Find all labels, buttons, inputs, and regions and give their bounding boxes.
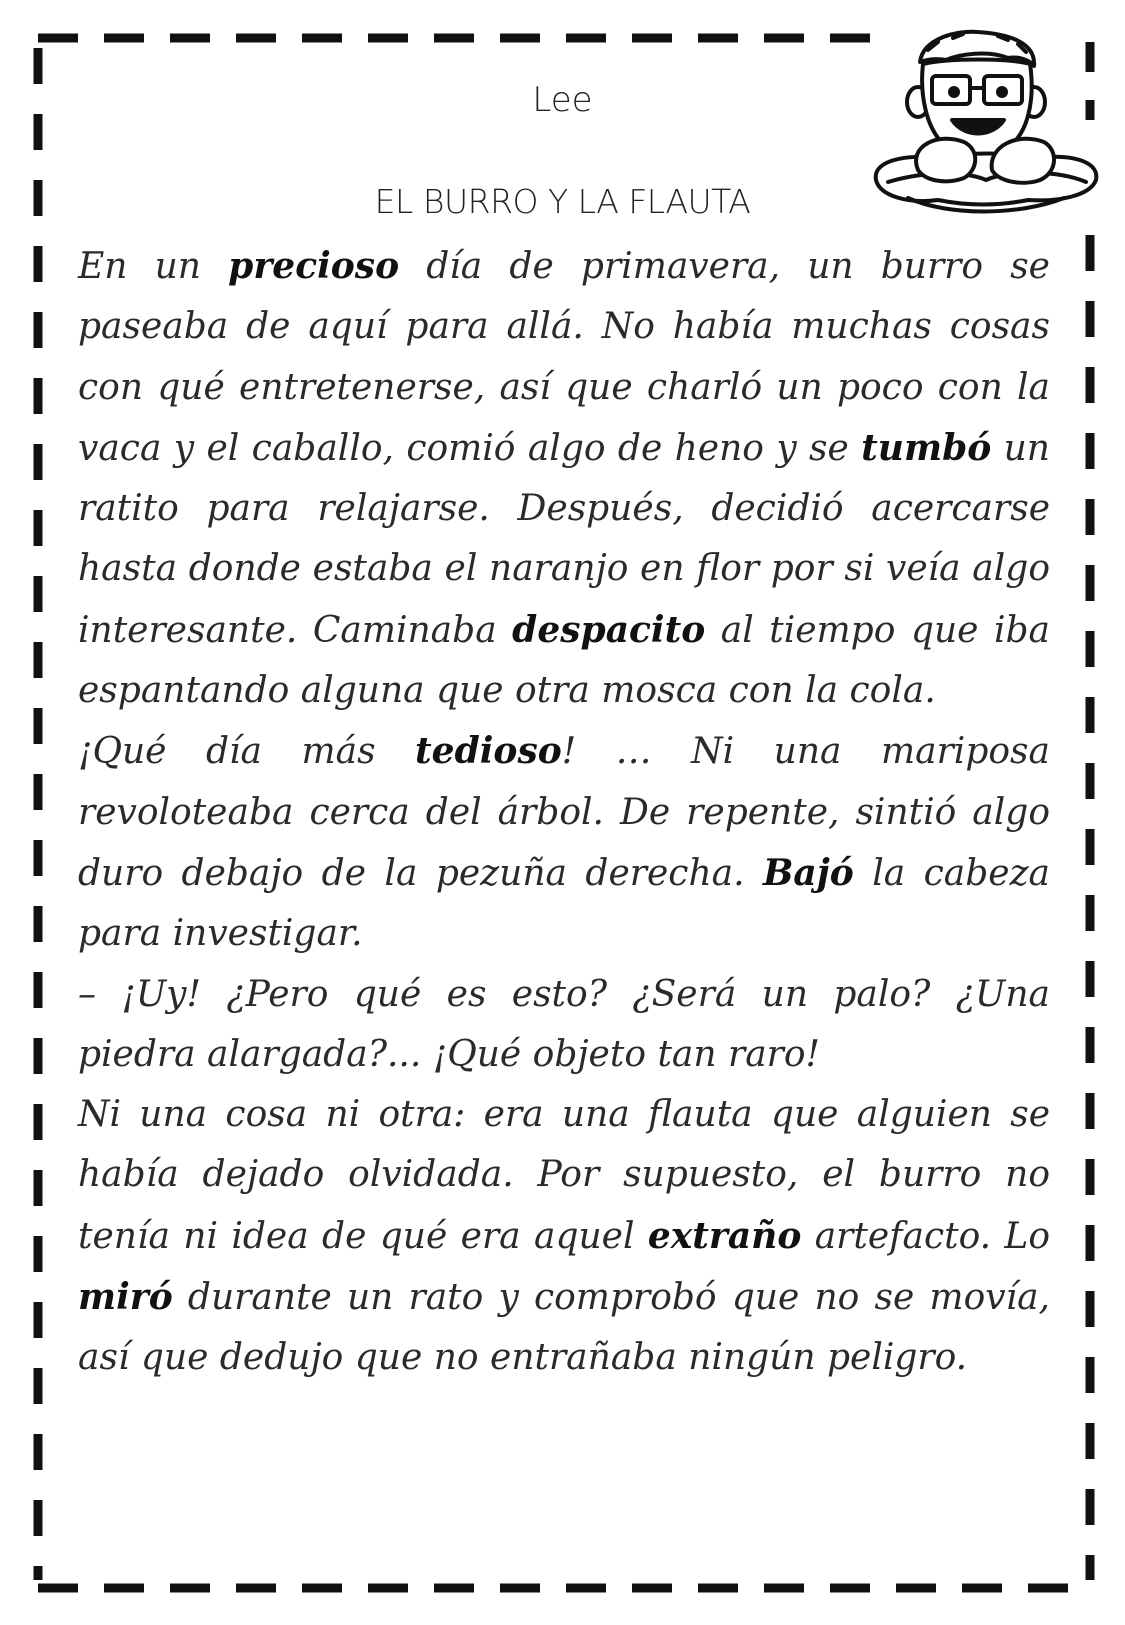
highlighted-word: miró [78, 1276, 173, 1319]
story-text-segment: la cabeza para investigar. [78, 852, 1050, 955]
story-text-segment: ! … Ni una mariposa revoloteaba cerca del árbol. De repente, sintió algo duro debajo de la pezuña derecha. [78, 731, 1050, 894]
story-text-segment: artefacto. Lo [801, 1215, 1051, 1257]
instruction-label: Lee [532, 80, 593, 120]
highlighted-word: Bajó [762, 851, 854, 894]
story-text-segment: ¡Qué día más [78, 731, 416, 773]
story-paragraph [78, 236, 1050, 721]
story-text-segment: durante un rato y comprobó que no se movía, así que dedujo que no entrañaba ningún peligro. [78, 1277, 1050, 1379]
highlighted-word: despacito [512, 608, 706, 651]
story-text-segment: al tiempo que iba espantando alguna que otra mosca con la cola. [78, 609, 1050, 712]
story-paragraph [78, 721, 1050, 964]
story-title: EL BURRO Y LA FLAUTA [374, 182, 751, 221]
highlighted-word: tumbó [861, 426, 992, 469]
story-text-segment: un ratito para relajarse. Después, decidió acercarse hasta donde estaba el naranjo en flor por si veía algo interesante. Caminaba [78, 427, 1050, 651]
story-paragraph [78, 1085, 1050, 1388]
story-text-segment: – ¡Uy! ¿Pero qué es esto? ¿Será un palo? ¿Una piedra alargada?... ¡Qué objeto tan raro! [78, 973, 1050, 1075]
story-text-segment: Ni una cosa ni otra: era una flauta que alguien se había dejado olvidada. Por supuesto, el burro no tenía ni idea de qué era aquel [78, 1094, 1050, 1257]
story-text-segment: En un [78, 246, 229, 287]
highlighted-word: extraño [647, 1214, 802, 1257]
highlighted-word: precioso [228, 245, 400, 287]
story-text [78, 236, 1050, 1389]
highlighted-word: tedioso [415, 730, 562, 773]
story-text-segment: día de primavera, un burro se paseaba de aquí para allá. No había muchas cosas con qué entretenerse, así que charló un poco con la vaca y el caballo, comió algo de heno y se [78, 246, 1050, 469]
story-paragraph [78, 965, 1050, 1086]
